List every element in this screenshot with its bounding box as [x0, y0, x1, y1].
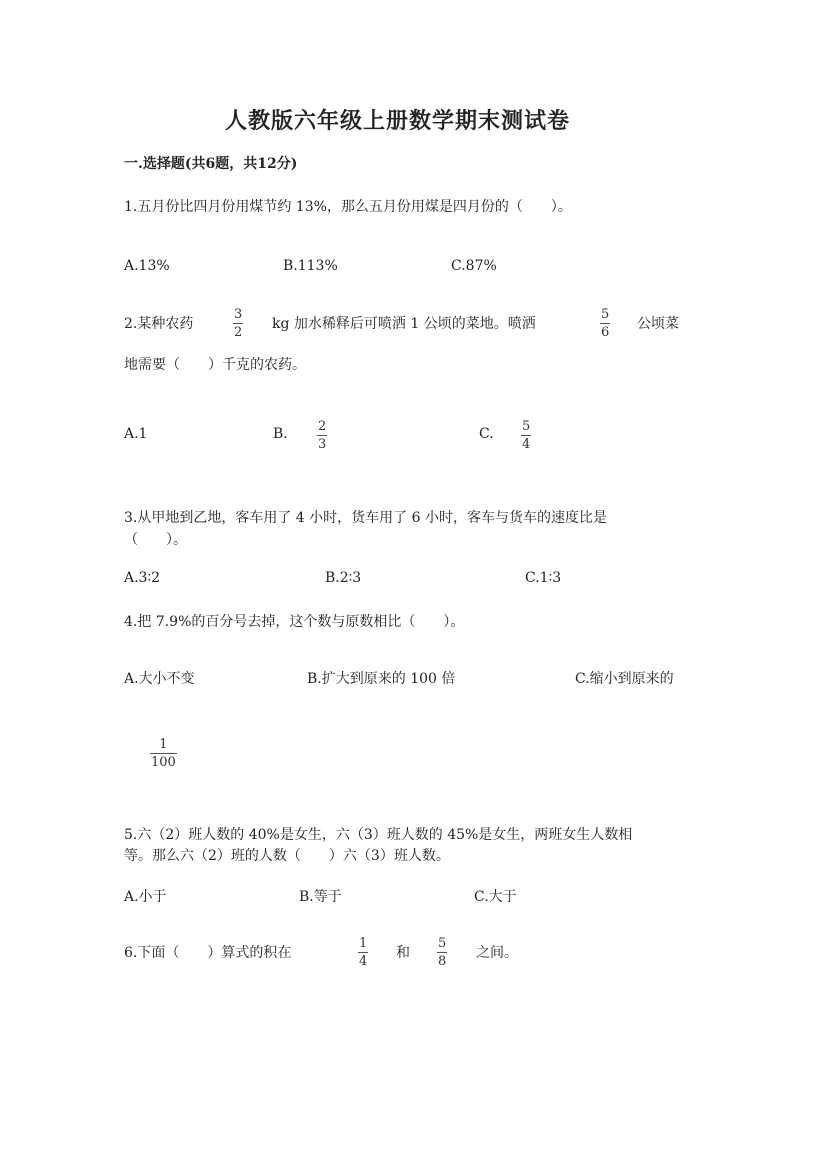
fraction-numerator: 1: [159, 737, 168, 752]
page-title: 人教版六年级上册数学期末测试卷: [225, 108, 571, 134]
question-4-stem: 4.把 7.9%的百分号去掉，这个数与原数相比（ ）。: [124, 614, 465, 630]
question-5-stem: 5.六（2）班人数的 40%是女生，六（3）班人数的 45%是女生，两班女生人数相: [124, 827, 633, 843]
question-2-option-b[interactable]: B.: [273, 426, 288, 442]
question-3-option-a[interactable]: A.3∶2: [124, 570, 161, 586]
question-2-fraction-5-6: [600, 308, 610, 339]
question-2-option-a[interactable]: A.1: [124, 426, 148, 442]
fraction-numerator: 5: [522, 419, 531, 434]
fraction-numerator: 5: [438, 936, 447, 951]
question-4-option-c-fraction: [150, 738, 177, 769]
fraction-bar: [150, 753, 177, 754]
question-5-option-b[interactable]: B.等于: [299, 889, 342, 905]
question-2-stem-part1: 2.某种农药: [124, 316, 194, 332]
question-1-stem: 1.五月份比四月份用煤节约 13%，那么五月份用煤是四月份的（ ）。: [124, 199, 572, 215]
question-6-stem-part3: 之间。: [476, 945, 518, 961]
question-1-option-a[interactable]: A.13%: [124, 258, 170, 274]
question-5-stem-line2: 等。那么六（2）班的人数（ ）六（3）班人数。: [124, 848, 450, 864]
question-2-stem-part3: 公顷菜: [637, 316, 679, 332]
question-3-option-b[interactable]: B.2∶3: [325, 570, 362, 586]
fraction-bar: [521, 435, 531, 436]
question-2-option-c-fraction: [521, 420, 531, 451]
fraction-numerator: 3: [234, 307, 243, 322]
fraction-numerator: 1: [359, 936, 368, 951]
fraction-denominator: 3: [318, 437, 327, 452]
fraction-numerator: 5: [601, 307, 610, 322]
question-2-stem-line2: 地需要（ ）千克的农药。: [124, 357, 306, 373]
question-4-option-c[interactable]: C.缩小到原来的: [575, 671, 674, 687]
fraction-denominator: 4: [522, 437, 531, 452]
question-4-option-b[interactable]: B.扩大到原来的 100 倍: [307, 671, 456, 687]
question-6-fraction-1-4: [358, 937, 368, 968]
question-1-option-b[interactable]: B.113%: [283, 258, 338, 274]
fraction-bar: [317, 435, 327, 436]
section-heading: 一.选择题(共6题，共12分): [124, 156, 298, 172]
question-6-stem-part2: 和: [396, 945, 410, 961]
fraction-bar: [600, 323, 610, 324]
question-2-stem-part2: kg 加水稀释后可喷洒 1 公顷的菜地。喷洒: [272, 316, 536, 332]
question-2-fraction-3-2: [233, 308, 243, 339]
fraction-numerator: 2: [318, 419, 327, 434]
question-1-option-c[interactable]: C.87%: [451, 258, 497, 274]
question-5-option-a[interactable]: A.小于: [124, 889, 167, 905]
question-2-option-c[interactable]: C.: [479, 426, 494, 442]
question-6-stem-part1: 6.下面（ ）算式的积在: [124, 945, 292, 961]
fraction-denominator: 8: [438, 954, 447, 969]
question-2-option-b-fraction: [317, 420, 327, 451]
fraction-bar: [358, 952, 368, 953]
fraction-denominator: 6: [601, 325, 610, 340]
question-3-option-c[interactable]: C.1∶3: [525, 570, 562, 586]
question-5-option-c[interactable]: C.大于: [474, 889, 517, 905]
question-4-option-a[interactable]: A.大小不变: [124, 671, 195, 687]
fraction-denominator: 4: [359, 954, 368, 969]
question-6-fraction-5-8: [437, 937, 447, 968]
fraction-bar: [233, 323, 243, 324]
fraction-denominator: 2: [234, 325, 243, 340]
fraction-denominator: 100: [151, 755, 176, 770]
question-3-stem-line2: （ ）。: [124, 532, 187, 548]
fraction-bar: [437, 952, 447, 953]
question-3-stem: 3.从甲地到乙地，客车用了 4 小时，货车用了 6 小时，客车与货车的速度比是: [124, 510, 607, 526]
